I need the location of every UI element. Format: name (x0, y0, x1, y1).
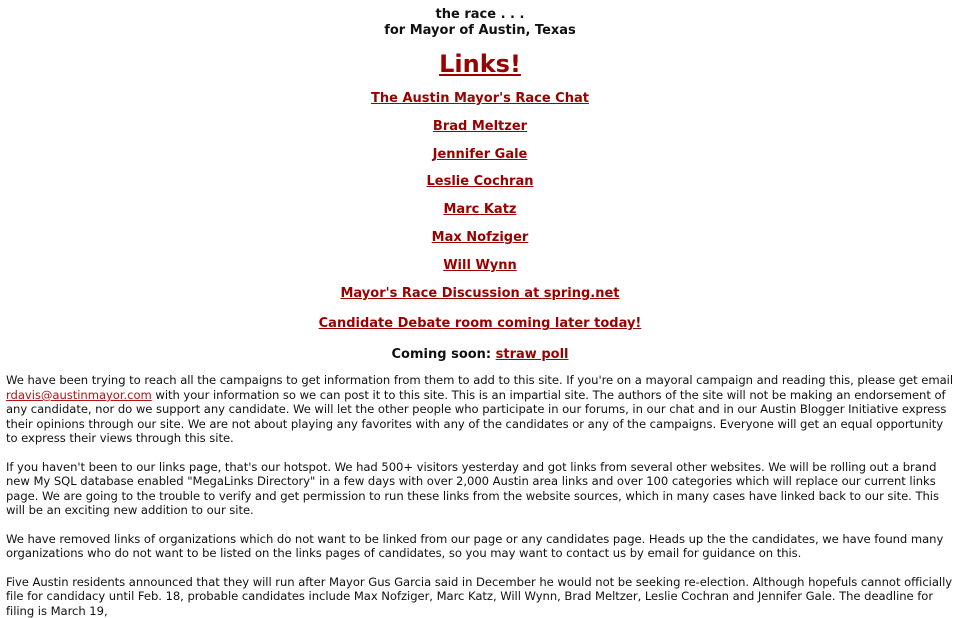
paragraph-text: with your information so we can post it to this site. This is an impartial site. The authors of the site will not be making an endorsement of any candidate, nor do we support any candidate. We will let the other people who participate in our forums, in our chat and in our Austin Blogger Initiative express their opinions through our site. We are not about playing any favorites with any of the candidates or any of the campaigns. Everyone will get an equal opportunity to express their views through this site. (6, 387, 947, 446)
link-jennifer-gale[interactable]: Jennifer Gale (432, 146, 528, 162)
site-header (0, 0, 960, 39)
links-list (0, 89, 960, 345)
paragraph-campaign-info (6, 373, 954, 446)
link-max-nofziger[interactable]: Max Nofziger (431, 229, 529, 245)
list-item (0, 228, 960, 256)
paragraph-links-page: If you haven't been to our links page, that's our hotspot. We had 500+ visitors yesterday and got links from several other websites. We will be rolling out a brand new My SQL database enabled "MegaLinks Directory" in a few days with over 2,000 Austin area links and over 100 categories which will replace our current links page. We are going to the trouble to verify and get permission to run these links from the website sources, which in many cases have linked back to our site. This will be an exciting new addition to our site. (6, 459, 939, 518)
link-brad-meltzer[interactable]: Brad Meltzer (432, 118, 528, 134)
page-title (0, 49, 960, 79)
page-title-link[interactable]: Links! (439, 50, 521, 78)
straw-poll-link[interactable]: straw poll (495, 347, 569, 363)
link-candidate-debate-room[interactable]: Candidate Debate room coming later today! (318, 316, 642, 332)
list-item (0, 284, 960, 312)
link-marc-katz[interactable]: Marc Katz (443, 202, 517, 218)
paragraph-removed-links: We have removed links of organizations which do not want to be linked from our page or any candidates page. Heads up the the candidates, we have found many organizations who do not want to be listed on the links pages of candidates, so you may want to contact us by email for guidance on this. (6, 531, 944, 561)
list-item (0, 256, 960, 284)
list-item (0, 172, 960, 200)
paragraph-candidates-news: Five Austin residents announced that they will run after Mayor Gus Garcia said in December he would not be seeking re-election. Although hopefuls cannot officially file for candidacy until Feb. 18, probable candidates include Max Nofziger, Marc Katz, Will Wynn, Brad Meltzer, Leslie Cochran and Jennifer Gale. The deadline for filing is March 19, (6, 574, 953, 618)
link-race-chat[interactable]: The Austin Mayor's Race Chat (371, 91, 589, 106)
link-leslie-cochran[interactable]: Leslie Cochran (426, 174, 534, 190)
email-link[interactable]: rdavis@austinmayor.com (6, 387, 152, 402)
site-tagline: the race . . . (435, 7, 525, 22)
list-item (0, 117, 960, 145)
link-spring-net-discussion[interactable]: Mayor's Race Discussion at spring.net (340, 285, 620, 301)
list-item (0, 314, 960, 345)
list-item (0, 89, 960, 117)
list-item (0, 145, 960, 173)
article-body (0, 373, 960, 618)
site-subtitle: for Mayor of Austin, Texas (384, 23, 576, 38)
link-will-wynn[interactable]: Will Wynn (443, 257, 517, 273)
coming-soon-label: Coming soon: (391, 347, 496, 363)
coming-soon (0, 345, 960, 365)
paragraph-text: We have been trying to reach all the campaigns to get information from them to add to this site. If you're on a mayoral campaign and reading this, please get email (6, 373, 953, 388)
list-item (0, 200, 960, 228)
